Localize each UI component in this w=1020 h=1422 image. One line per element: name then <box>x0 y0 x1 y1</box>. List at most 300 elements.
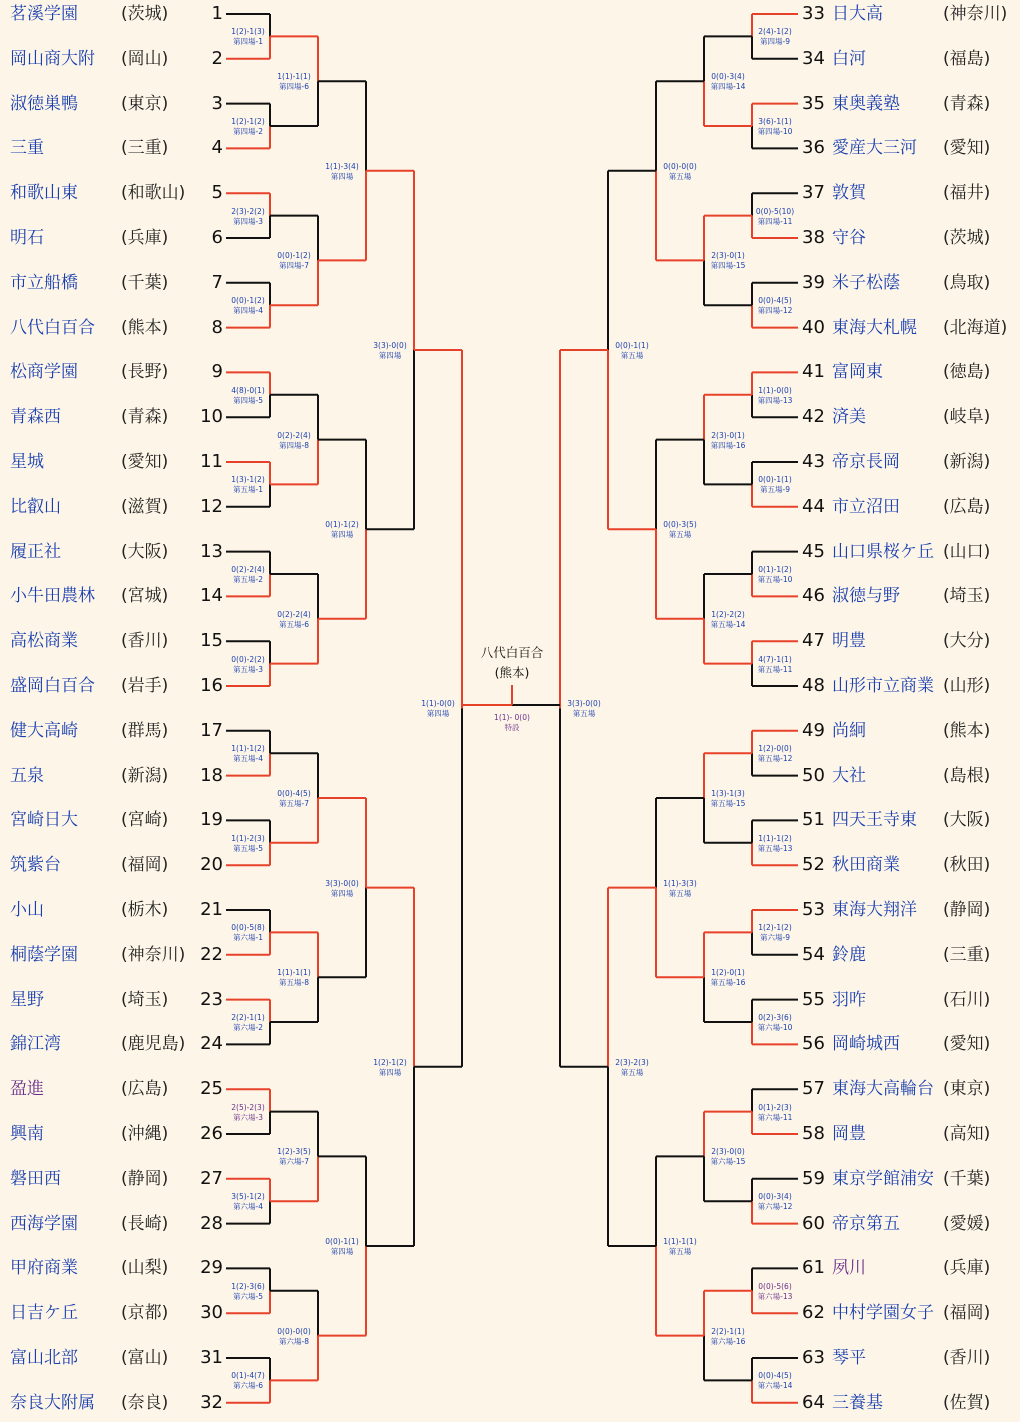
seed-number: 42 <box>802 406 825 428</box>
match-score <box>208 386 288 406</box>
score: 0(0)-1(1) <box>325 1237 359 1246</box>
seed-number: 3 <box>211 92 223 114</box>
seed-number: 63 <box>802 1347 825 1368</box>
team-row <box>0 136 225 160</box>
champion-name: 八代白百合 <box>480 645 544 660</box>
team-row <box>0 898 225 922</box>
score: 2(3)-0(0) <box>711 1147 745 1157</box>
team-name: 宮崎日大 <box>10 810 78 831</box>
venue: 第四場-2 <box>233 127 263 136</box>
match-score <box>208 923 288 943</box>
venue: 第六場-14 <box>757 1381 793 1391</box>
venue: 第六場-6 <box>233 1381 263 1391</box>
match-score <box>208 117 288 137</box>
match-score <box>688 610 768 630</box>
team-row <box>800 450 1015 474</box>
team-name: 明豊 <box>832 631 866 652</box>
seed-number: 28 <box>200 1212 223 1234</box>
team-pref: (富山) <box>121 1348 169 1368</box>
score: 1(1)-1(1) <box>663 1237 697 1246</box>
team-row <box>800 1122 1015 1146</box>
venue: 第四場-8 <box>279 440 309 450</box>
seed-number: 16 <box>200 675 223 696</box>
team-name: 筑紫台 <box>10 855 61 876</box>
match-score <box>208 655 288 675</box>
match-score <box>735 1013 815 1033</box>
team-row <box>800 47 1015 71</box>
seed-number: 51 <box>802 809 825 831</box>
score: 1(2)-2(2) <box>711 609 745 619</box>
seed-number: 35 <box>802 92 825 114</box>
score: 0(0)-0(0) <box>277 1326 311 1336</box>
team-pref: (秋田) <box>943 855 991 876</box>
venue: 第五場-10 <box>757 575 793 584</box>
venue: 第四場 <box>330 171 354 181</box>
venue: 第五場 <box>620 351 644 360</box>
venue: 第六場-10 <box>757 1023 793 1032</box>
team-name: 西海学園 <box>10 1213 78 1234</box>
team-pref: (高知) <box>943 1124 991 1144</box>
venue: 第五場-12 <box>757 754 793 764</box>
team-row <box>800 629 1015 653</box>
team-row <box>800 540 1015 564</box>
match-score <box>640 520 720 540</box>
venue: 第五場-6 <box>279 619 309 629</box>
seed-number: 36 <box>802 137 825 159</box>
venue: 第六場-13 <box>757 1291 793 1301</box>
venue: 第六場-16 <box>710 1336 746 1346</box>
team-pref: (新潟) <box>121 765 169 786</box>
team-row <box>800 316 1015 340</box>
score: 2(3)-2(3) <box>615 1057 649 1067</box>
team-row <box>800 719 1015 743</box>
venue: 第五場-4 <box>233 754 263 764</box>
venue: 第五場-8 <box>279 978 309 988</box>
score: 0(0)-3(5) <box>663 520 697 530</box>
team-row <box>800 1301 1015 1325</box>
seed-number: 7 <box>211 271 223 293</box>
seed-number: 1 <box>211 3 223 24</box>
score: 2(4)-1(2) <box>758 27 792 37</box>
venue: 第六場-5 <box>233 1291 263 1301</box>
score: 2(3)-0(1) <box>711 430 745 440</box>
team-name: 白河 <box>832 48 866 69</box>
team-row <box>800 405 1015 429</box>
score: 3(5)-1(2) <box>231 1192 265 1202</box>
team-name: 東海大翔洋 <box>832 900 917 920</box>
score: 0(0)-2(2) <box>231 654 265 664</box>
match-score <box>688 72 768 92</box>
match-score <box>592 341 672 361</box>
score: 1(2)-3(5) <box>277 1147 311 1157</box>
venue: 第四場-10 <box>757 127 793 136</box>
score: 0(0)-0(0) <box>663 161 697 171</box>
team-row <box>0 181 225 205</box>
match-score <box>208 1282 288 1302</box>
team-row <box>0 360 225 384</box>
team-pref: (熊本) <box>121 317 169 338</box>
score: 1(1)-2(3) <box>231 833 265 843</box>
team-pref: (神奈川) <box>943 4 1008 24</box>
venue: 第六場-11 <box>757 1112 793 1122</box>
venue: 第五場-1 <box>233 485 263 495</box>
team-name: 三養基 <box>832 1392 883 1413</box>
team-row <box>0 316 225 340</box>
score: 0(1)-2(3) <box>758 1102 792 1112</box>
seed-number: 46 <box>802 585 825 607</box>
team-name: 比叡山 <box>10 496 61 517</box>
seed-number: 61 <box>802 1257 825 1279</box>
team-row <box>800 943 1015 967</box>
team-pref: (岐阜) <box>943 407 991 428</box>
venue: 第五場-3 <box>233 664 263 674</box>
venue: 第五場 <box>572 709 596 719</box>
seed-number: 19 <box>200 809 223 831</box>
match-score <box>735 117 815 137</box>
seed-number: 55 <box>802 988 825 1010</box>
venue: 第五場 <box>668 1247 692 1256</box>
seed-number: 23 <box>200 988 223 1010</box>
venue: 第四場 <box>330 888 354 898</box>
team-pref: (宮崎) <box>121 810 169 831</box>
score: 0(0)-4(5) <box>758 1371 792 1381</box>
seed-number: 44 <box>802 495 825 517</box>
match-score <box>688 968 768 988</box>
score: 1(2)-1(2) <box>231 117 265 126</box>
match-score <box>688 431 768 451</box>
score: 0(0)-4(5) <box>758 296 792 306</box>
seed-number: 33 <box>802 3 825 24</box>
team-pref: (静岡) <box>943 900 991 920</box>
team-name: 富岡東 <box>832 362 883 383</box>
seed-number: 39 <box>802 271 825 293</box>
seed-number: 45 <box>802 540 825 562</box>
team-name: 星城 <box>10 452 44 472</box>
seed-number: 60 <box>802 1212 825 1234</box>
venue: 第六場-15 <box>710 1157 746 1167</box>
seed-number: 8 <box>211 316 223 338</box>
team-name: 岡豊 <box>832 1124 866 1144</box>
team-name: 山口県桜ケ丘 <box>832 541 934 562</box>
team-name: 岡崎城西 <box>832 1034 900 1055</box>
venue: 第五場 <box>668 888 692 898</box>
match-score <box>254 251 334 271</box>
match-score <box>208 27 288 47</box>
team-name: 健大高崎 <box>10 720 78 741</box>
team-name: 明石 <box>10 228 44 248</box>
match-score <box>735 27 815 47</box>
team-name: 淑徳与野 <box>832 586 900 607</box>
team-pref: (青森) <box>943 93 991 114</box>
score: 2(5)-2(3) <box>231 1102 265 1112</box>
venue: 第四場-14 <box>710 82 746 92</box>
team-row <box>0 226 225 250</box>
match-score <box>208 1192 288 1212</box>
team-row <box>800 1391 1015 1415</box>
match-score <box>398 699 478 719</box>
team-pref: (佐賀) <box>943 1392 991 1413</box>
team-row <box>800 181 1015 205</box>
team-pref: (大阪) <box>121 541 169 562</box>
team-pref: (福島) <box>943 48 991 69</box>
team-name: 山形市立商業 <box>832 676 934 696</box>
team-name: 市立船橋 <box>10 272 78 293</box>
score: 0(0)-1(1) <box>615 341 649 350</box>
team-row <box>0 1256 225 1280</box>
match-score <box>544 699 624 719</box>
team-pref: (山口) <box>943 541 991 562</box>
venue: 第五場-16 <box>710 978 746 988</box>
score: 1(1)- 0(0) <box>494 713 530 722</box>
match-score <box>735 923 815 943</box>
seed-number: 4 <box>211 137 223 159</box>
seed-number: 25 <box>200 1078 223 1100</box>
team-pref: (広島) <box>943 496 991 517</box>
seed-number: 62 <box>802 1302 825 1324</box>
team-row <box>800 808 1015 832</box>
venue: 第四場-11 <box>757 216 793 226</box>
score: 0(0)-1(2) <box>231 296 265 306</box>
score: 0(0)-3(4) <box>758 1192 792 1202</box>
score: 1(2)-3(6) <box>231 1281 265 1291</box>
venue: 第四場-12 <box>757 306 793 316</box>
seed-number: 49 <box>802 719 825 741</box>
venue: 第四場-1 <box>233 37 263 47</box>
score: 0(0)-5(10) <box>755 206 795 216</box>
seed-number: 34 <box>802 47 825 69</box>
team-row <box>800 1256 1015 1280</box>
venue: 第五場-7 <box>279 799 309 808</box>
team-row <box>0 853 225 877</box>
venue: 第四場-5 <box>233 395 263 405</box>
venue: 第六場-9 <box>760 933 790 943</box>
team-row <box>800 1032 1015 1056</box>
team-row <box>0 584 225 608</box>
team-row <box>800 988 1015 1012</box>
score: 0(1)-1(2) <box>325 520 359 530</box>
team-name: 中村学園女子 <box>832 1303 934 1324</box>
team-pref: (北海道) <box>943 317 1008 338</box>
score: 0(0)-3(4) <box>711 72 745 82</box>
team-name: 岡山商大附 <box>10 48 95 69</box>
venue: 第六場-12 <box>757 1202 793 1212</box>
team-row <box>0 1077 225 1101</box>
venue: 第四場 <box>378 351 402 360</box>
score: 0(0)-1(1) <box>758 475 792 485</box>
team-row <box>800 1077 1015 1101</box>
team-pref: (徳島) <box>943 362 991 383</box>
seed-number: 13 <box>200 540 223 562</box>
match-score <box>254 1327 334 1347</box>
team-pref: (千葉) <box>943 1168 991 1189</box>
seed-number: 41 <box>802 361 825 383</box>
champion-pref: (熊本) <box>494 665 530 680</box>
team-name: 星野 <box>10 989 44 1010</box>
match-score <box>208 744 288 764</box>
team-name: 日大高 <box>832 4 883 24</box>
team-pref: (神奈川) <box>121 944 186 965</box>
seed-number: 30 <box>200 1302 223 1324</box>
team-name: 帝京第五 <box>832 1213 900 1234</box>
team-row <box>800 226 1015 250</box>
venue: 第四場-15 <box>710 261 746 271</box>
team-pref: (京都) <box>121 1303 169 1324</box>
team-name: 桐蔭学園 <box>10 944 78 965</box>
team-pref: (長野) <box>121 362 169 383</box>
team-row <box>0 674 225 698</box>
team-row <box>800 1212 1015 1236</box>
seed-number: 15 <box>200 630 223 652</box>
team-pref: (三重) <box>943 944 991 965</box>
team-name: 夙川 <box>832 1258 866 1279</box>
team-name: 四天王寺東 <box>832 810 917 831</box>
score: 1(1)-3(3) <box>663 878 697 888</box>
seed-number: 9 <box>211 361 223 383</box>
team-name: 高松商業 <box>10 631 78 652</box>
seed-number: 29 <box>200 1257 223 1279</box>
team-row <box>800 898 1015 922</box>
venue: 第五場 <box>668 171 692 181</box>
match-score <box>735 1282 815 1302</box>
team-pref: (岡山) <box>121 48 169 69</box>
match-score <box>302 520 382 540</box>
team-row <box>800 271 1015 295</box>
match-score <box>640 162 720 182</box>
team-row <box>0 47 225 71</box>
team-row <box>0 271 225 295</box>
match-score <box>735 1192 815 1212</box>
score: 3(6)-1(1) <box>758 117 792 126</box>
score: 2(2)-1(1) <box>231 1013 265 1022</box>
team-pref: (東京) <box>943 1079 991 1100</box>
venue: 第五場 <box>620 1067 644 1077</box>
team-pref: (宮城) <box>121 586 169 607</box>
score: 1(1)-1(2) <box>758 833 792 843</box>
venue: 第四場-16 <box>710 440 746 450</box>
team-row <box>0 1032 225 1056</box>
team-name: 磐田西 <box>10 1168 61 1189</box>
team-name: 八代白百合 <box>10 317 95 338</box>
seed-number: 2 <box>211 47 223 69</box>
score: 2(2)-1(1) <box>711 1326 745 1336</box>
team-pref: (大分) <box>943 631 991 652</box>
team-name: 鈴鹿 <box>832 944 866 965</box>
score: 0(2)-2(4) <box>231 565 265 574</box>
team-row <box>0 764 225 788</box>
team-pref: (静岡) <box>121 1168 169 1189</box>
team-name: 小牛田農林 <box>10 586 95 607</box>
team-pref: (石川) <box>943 989 991 1010</box>
team-name: 尚絅 <box>832 720 866 741</box>
score: 1(1)-3(4) <box>325 161 359 171</box>
score: 1(1)-1(1) <box>277 72 311 82</box>
team-name: 青森西 <box>10 407 61 428</box>
match-score <box>472 713 552 733</box>
team-name: 大社 <box>832 765 866 786</box>
venue: 第五場-14 <box>710 619 746 629</box>
seed-number: 10 <box>200 406 223 428</box>
match-score <box>640 879 720 899</box>
team-row <box>0 540 225 564</box>
venue: 第四場 <box>426 709 450 719</box>
team-row <box>0 2 225 26</box>
seed-number: 48 <box>802 675 825 696</box>
seed-number: 40 <box>802 316 825 338</box>
team-pref: (福岡) <box>121 855 169 876</box>
seed-number: 11 <box>200 451 223 472</box>
venue: 第四場 <box>330 1247 354 1256</box>
team-name: 日吉ケ丘 <box>10 1303 78 1324</box>
team-row <box>0 1346 225 1370</box>
match-score <box>735 386 815 406</box>
match-score <box>688 1147 768 1167</box>
team-name: 錦江湾 <box>10 1034 61 1055</box>
seed-number: 58 <box>802 1123 825 1144</box>
seed-number: 64 <box>802 1391 825 1413</box>
team-row <box>800 136 1015 160</box>
match-score <box>302 1237 382 1257</box>
team-pref: (愛知) <box>943 138 991 159</box>
score: 1(1)-1(2) <box>231 744 265 754</box>
venue: 第五場-9 <box>760 485 790 495</box>
venue: 第六場-3 <box>233 1112 263 1122</box>
team-row <box>800 674 1015 698</box>
venue: 第五場-15 <box>710 799 746 808</box>
score: 2(3)-0(1) <box>711 251 745 261</box>
score: 0(0)-5(6) <box>758 1281 792 1291</box>
team-pref: (東京) <box>121 93 169 114</box>
team-row <box>800 853 1015 877</box>
match-score <box>208 1103 288 1123</box>
match-score <box>254 1147 334 1167</box>
score: 0(2)-3(6) <box>758 1013 792 1022</box>
score: 1(3)-1(3) <box>711 789 745 798</box>
team-pref: (滋賀) <box>121 496 169 517</box>
team-name: 東京学館浦安 <box>832 1168 934 1189</box>
team-pref: (広島) <box>121 1079 169 1100</box>
match-score <box>254 431 334 451</box>
team-name: 愛産大三河 <box>832 138 917 159</box>
venue: 第五場-13 <box>757 843 793 853</box>
team-row <box>0 1301 225 1325</box>
match-score <box>350 1058 430 1078</box>
match-score <box>208 1371 288 1391</box>
team-name: 秋田商業 <box>832 855 900 876</box>
seed-number: 27 <box>200 1167 223 1189</box>
score: 0(0)-5(8) <box>231 923 265 933</box>
team-name: 五泉 <box>10 765 44 786</box>
seed-number: 20 <box>200 854 223 876</box>
team-pref: (栃木) <box>121 900 169 920</box>
team-pref: (茨城) <box>943 228 991 248</box>
team-pref: (福井) <box>943 183 991 204</box>
team-pref: (群馬) <box>121 720 169 741</box>
team-pref: (和歌山) <box>121 183 186 204</box>
seed-number: 24 <box>200 1033 223 1055</box>
match-score <box>735 475 815 495</box>
match-score <box>208 296 288 316</box>
team-row <box>800 360 1015 384</box>
team-name: 小山 <box>10 900 44 920</box>
team-name: 興南 <box>10 1124 44 1144</box>
score: 1(1)-0(0) <box>421 699 455 709</box>
match-score <box>688 251 768 271</box>
seed-number: 50 <box>802 764 825 786</box>
team-name: 市立沼田 <box>832 496 900 517</box>
venue: 第六場-4 <box>233 1202 263 1212</box>
team-pref: (島根) <box>943 765 991 786</box>
team-pref: (愛媛) <box>943 1213 991 1234</box>
